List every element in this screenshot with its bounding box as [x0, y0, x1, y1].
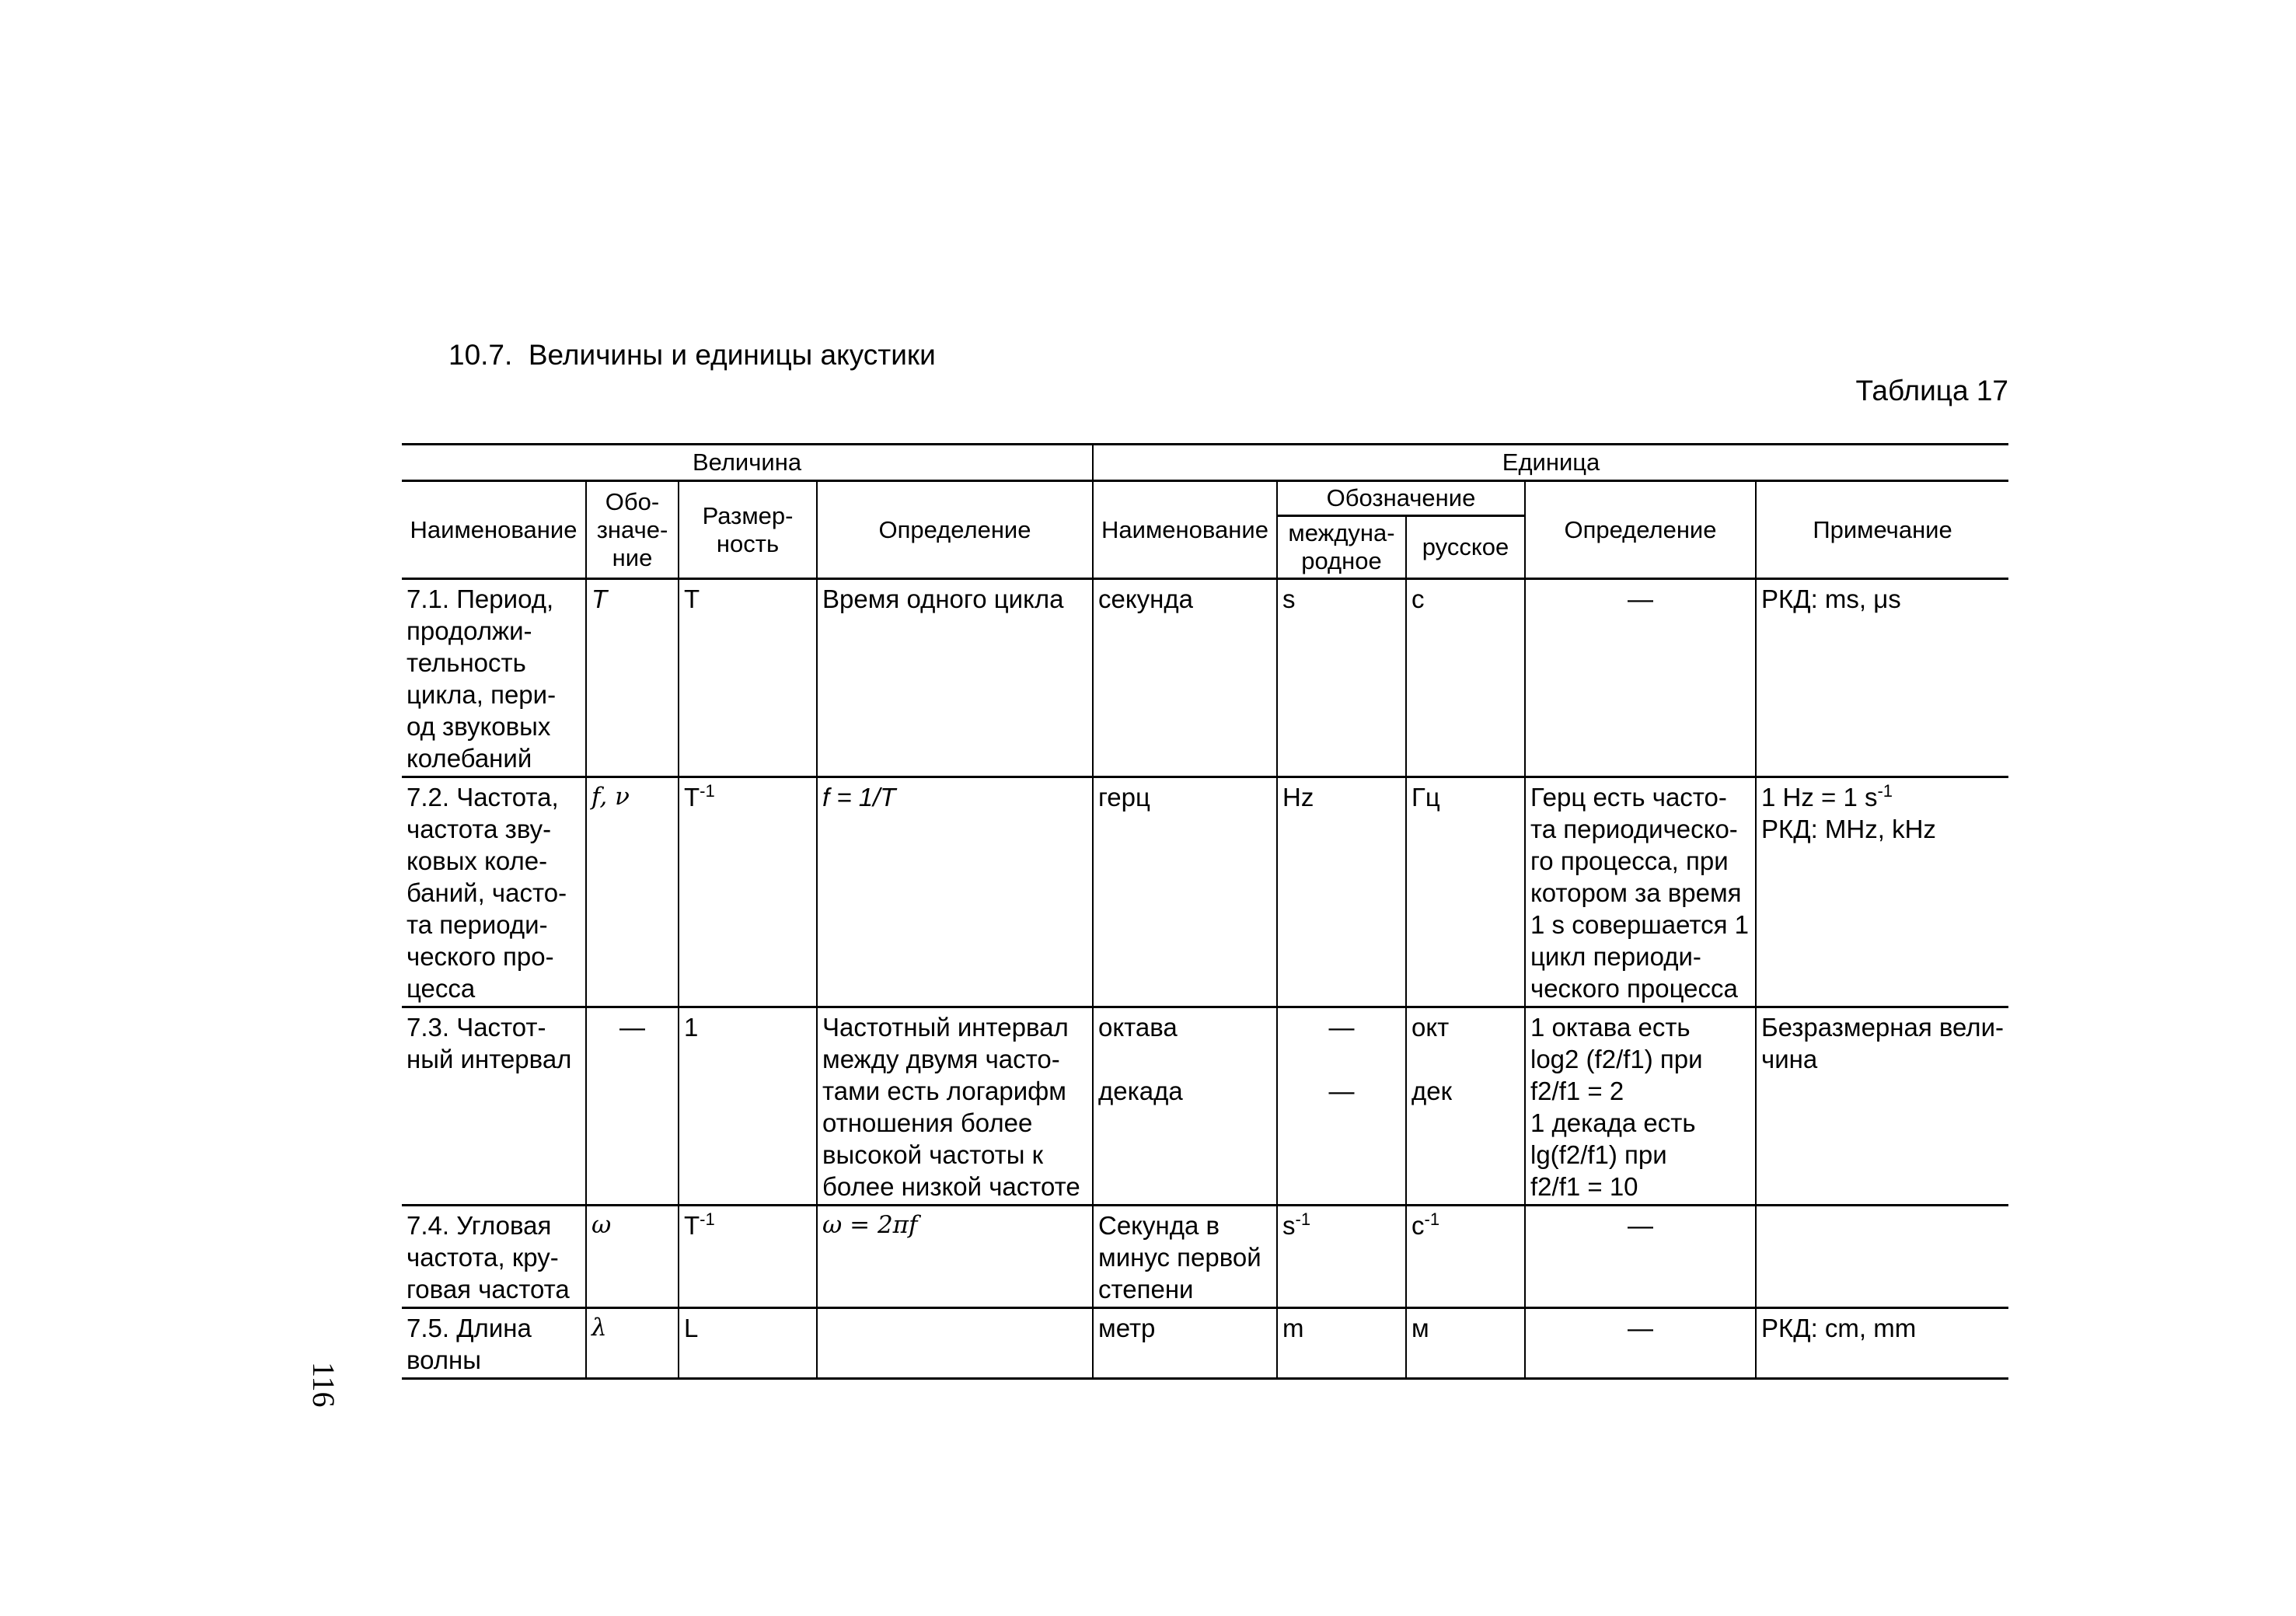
russian-base: с: [1411, 1211, 1425, 1240]
cell-u-name: герц: [1093, 777, 1277, 1007]
header-q-symbol: [586, 481, 679, 579]
header-q-symbol-line2: значе-: [596, 515, 668, 543]
header-row-groups: [402, 445, 2008, 481]
header-quantity-group: Величина: [402, 445, 1093, 481]
header-q-dimension: [679, 481, 817, 579]
note-line-1-text: 1 Hz = 1 s: [1761, 783, 1878, 811]
definition-line-3: f2/f1 = 2: [1530, 1077, 1624, 1105]
cell-q-definition: ω = 2πf: [817, 1206, 1093, 1308]
definition-line-1: 1 октава есть: [1530, 1013, 1691, 1042]
header-q-symbol-line1: Обо-: [605, 487, 660, 515]
cell-u-name: секунда: [1093, 579, 1277, 777]
cell-u-definition: Герц есть часто-та периодическо-го процесса, при котором за время 1 s совершается 1 цикл периоди-ческого процесса: [1525, 777, 1756, 1007]
cell-u-international: [1277, 1206, 1406, 1308]
cell-q-dimension: 1: [679, 1007, 817, 1206]
cell-u-international: s: [1277, 579, 1406, 777]
definition-line-4: 1 декада есть: [1530, 1108, 1696, 1137]
header-u-international: [1277, 516, 1406, 579]
cell-u-definition: —: [1525, 579, 1756, 777]
cell-u-name: Секунда в минус первой степени: [1093, 1206, 1277, 1308]
cell-u-name: [1093, 1007, 1277, 1206]
header-q-definition: Определение: [817, 481, 1093, 579]
cell-q-symbol: T: [586, 579, 679, 777]
header-q-dimension-line2: ность: [716, 529, 780, 557]
note-line-1: [1761, 781, 2004, 813]
header-u-russian: русское: [1406, 516, 1525, 579]
cell-u-name: метр: [1093, 1308, 1277, 1379]
header-u-note: Примечание: [1756, 481, 2008, 579]
cell-u-definition: —: [1525, 1308, 1756, 1379]
header-u-international-line1: междуна-: [1288, 519, 1395, 546]
cell-q-dimension: [679, 777, 817, 1007]
cell-q-definition: [817, 1308, 1093, 1379]
note-line-2: РКД: MHz, kHz: [1761, 815, 1936, 843]
dimension-base: T: [684, 783, 700, 811]
russian-octave: окт: [1411, 1013, 1450, 1042]
spacer: [1098, 1043, 1272, 1075]
cell-u-definition: —: [1525, 1206, 1756, 1308]
international-octave: —: [1328, 1013, 1355, 1042]
header-u-designation: Обозначение: [1277, 481, 1525, 516]
page-number: 116: [306, 1362, 341, 1408]
cell-u-russian: [1406, 1206, 1525, 1308]
cell-q-name: 7.2. Частота, частота зву-ковых коле-баний, часто-та периоди-ческого про-цесса: [402, 777, 586, 1007]
header-u-name: Наименование: [1093, 481, 1277, 579]
table-row: [402, 1007, 2008, 1206]
international-exponent: -1: [1295, 1209, 1311, 1229]
cell-q-definition: Частотный интервал между двумя часто-тами есть логарифм отношения более высокой частоты к более низкой частоте: [817, 1007, 1093, 1206]
cell-u-international: [1277, 1007, 1406, 1206]
dimension-exponent: -1: [700, 1209, 715, 1229]
section-heading: 10.7. Величины и единицы акустики: [448, 339, 936, 371]
cell-q-name: 7.1. Период, продолжи-тельность цикла, пери-од звуковых колебаний: [402, 579, 586, 777]
cell-u-definition: [1525, 1007, 1756, 1206]
table-label: Таблица 17: [1855, 375, 2008, 407]
acoustics-table: [402, 443, 2008, 1380]
russian-exponent: -1: [1424, 1209, 1440, 1229]
cell-q-dimension: L: [679, 1308, 817, 1379]
cell-q-dimension: T: [679, 579, 817, 777]
definition-line-5: lg(f2/f1) при: [1530, 1140, 1667, 1169]
cell-u-russian: Гц: [1406, 777, 1525, 1007]
note-line-1-exponent: -1: [1877, 781, 1893, 801]
table-row: [402, 777, 2008, 1007]
cell-u-note: РКД: ms, μs: [1756, 579, 2008, 777]
definition-line-6: f2/f1 = 10: [1530, 1172, 1638, 1201]
unit-name-decade: декада: [1098, 1077, 1183, 1105]
definition-line-2: log2 (f2/f1) при: [1530, 1045, 1703, 1073]
cell-q-symbol: λ: [586, 1308, 679, 1379]
cell-u-russian: с: [1406, 579, 1525, 777]
cell-q-symbol: ω: [586, 1206, 679, 1308]
table-row: [402, 579, 2008, 777]
cell-q-name: 7.3. Частот-ный интервал: [402, 1007, 586, 1206]
cell-u-note: Безразмерная вели-чина: [1756, 1007, 2008, 1206]
header-row-columns: [402, 481, 2008, 516]
header-unit-group: Единица: [1093, 445, 2008, 481]
header-q-symbol-line3: ние: [612, 543, 653, 571]
russian-decade: дек: [1411, 1077, 1453, 1105]
table-row: [402, 1308, 2008, 1379]
cell-u-note: [1756, 777, 2008, 1007]
spacer: [1282, 1043, 1401, 1075]
cell-q-symbol: —: [586, 1007, 679, 1206]
unit-name-octave: октава: [1098, 1013, 1178, 1042]
cell-u-international: Hz: [1277, 777, 1406, 1007]
cell-u-note: [1756, 1206, 2008, 1308]
cell-u-russian: м: [1406, 1308, 1525, 1379]
cell-q-name: 7.5. Длина волны: [402, 1308, 586, 1379]
cell-q-dimension: [679, 1206, 817, 1308]
cell-u-russian: [1406, 1007, 1525, 1206]
table-row: [402, 1206, 2008, 1308]
cell-u-note: РКД: cm, mm: [1756, 1308, 2008, 1379]
dimension-exponent: -1: [700, 781, 715, 801]
header-q-dimension-line1: Размер-: [702, 501, 794, 529]
spacer: [1411, 1043, 1520, 1075]
dimension-base: T: [684, 1211, 700, 1240]
cell-u-international: m: [1277, 1308, 1406, 1379]
cell-q-name: 7.4. Угловая частота, кру-говая частота: [402, 1206, 586, 1308]
cell-q-symbol: f, ν: [586, 777, 679, 1007]
international-base: s: [1282, 1211, 1296, 1240]
international-decade: —: [1328, 1077, 1355, 1105]
header-u-international-line2: родное: [1301, 547, 1382, 574]
header-u-definition: Определение: [1525, 481, 1756, 579]
cell-q-definition: Время одного цикла: [817, 579, 1093, 777]
cell-q-definition: f = 1/T: [817, 777, 1093, 1007]
header-q-name: Наименование: [402, 481, 586, 579]
